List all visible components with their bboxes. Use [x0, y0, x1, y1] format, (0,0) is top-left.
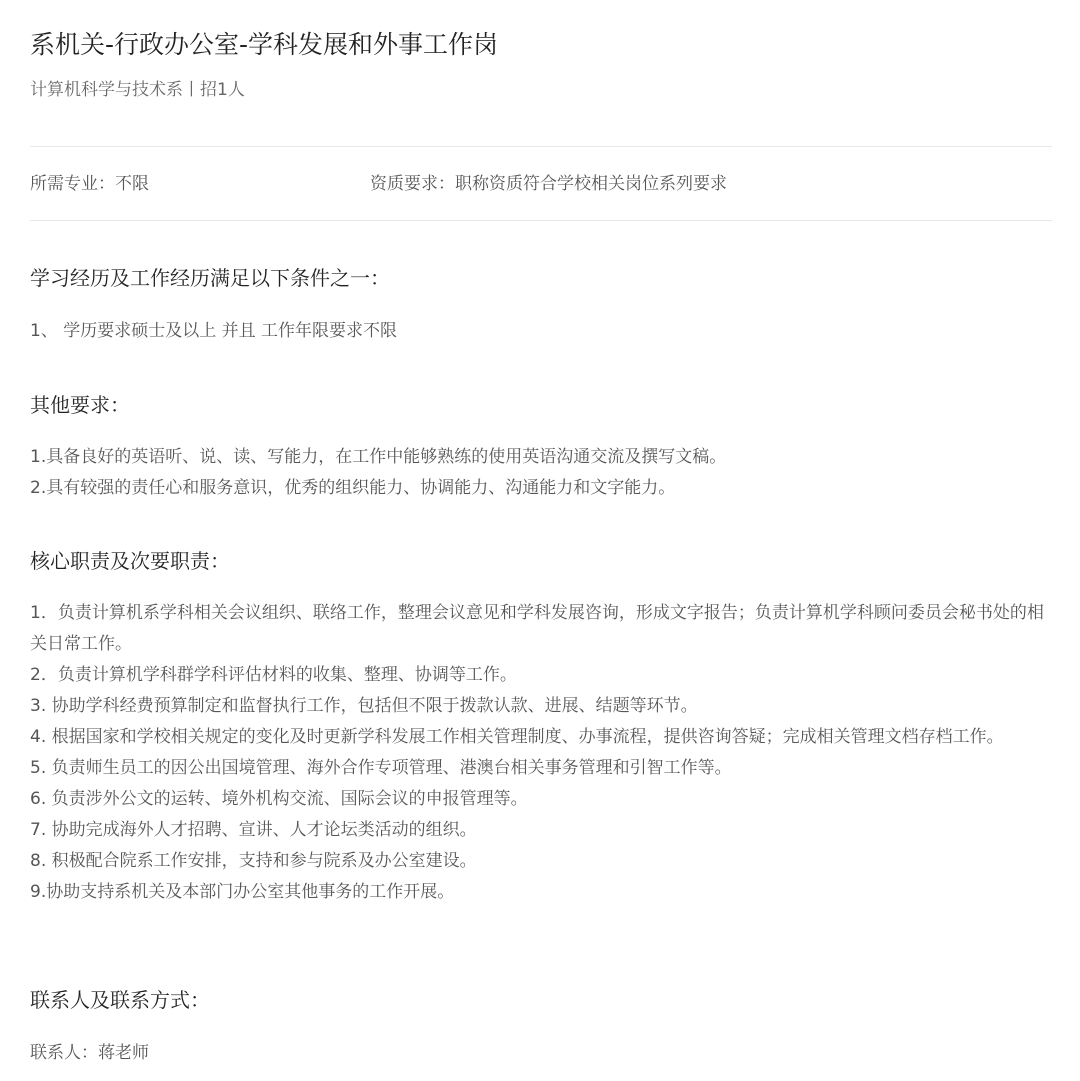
other-requirements-heading: 其他要求： — [30, 393, 130, 417]
other-requirement-item: 1.具备良好的英语听、说、读、写能力，在工作中能够熟练的使用英语沟通交流及撰写文稿。 — [30, 447, 727, 467]
other-requirements-list — [30, 442, 1052, 504]
duty-item: 2．负责计算机学科群学科评估材料的收集、整理、协调等工作。 — [30, 665, 517, 685]
requirements-row — [30, 172, 1052, 196]
divider — [30, 220, 1052, 221]
contact-list — [30, 1038, 1052, 1069]
job-title: 系机关-行政办公室-学科发展和外事工作岗 — [30, 30, 499, 59]
duty-item: 8. 积极配合院系工作安排，支持和参与院系及办公室建设。 — [30, 851, 477, 871]
duty-item: 5. 负责师生员工的因公出国境管理、海外合作专项管理、港澳台相关事务管理和引智工作等。 — [30, 758, 732, 778]
qualification-requirement: 资质要求：职称资质符合学校相关岗位系列要求 — [370, 174, 727, 194]
duty-item: 9.协助支持系机关及本部门办公室其他事务的工作开展。 — [30, 882, 455, 902]
duties-heading: 核心职责及次要职责： — [30, 549, 230, 573]
education-item: 1、 学历要求硕士及以上 并且 工作年限要求不限 — [30, 321, 398, 341]
divider — [30, 146, 1052, 147]
duty-item: 3. 协助学科经费预算制定和监督执行工作，包括但不限于拨款认款、进展、结题等环节。 — [30, 696, 698, 716]
required-major: 所需专业：不限 — [30, 174, 149, 194]
duty-item: 4. 根据国家和学校相关规定的变化及时更新学科发展工作相关管理制度、办事流程，提供咨询答疑；完成相关管理文档存档工作。 — [30, 727, 1004, 747]
job-subtitle: 计算机科学与技术系丨招1人 — [30, 80, 245, 100]
other-requirement-item: 2.具有较强的责任心和服务意识，优秀的组织能力、协调能力、沟通能力和文字能力。 — [30, 478, 676, 498]
duties-list — [30, 598, 1052, 908]
education-list — [30, 316, 1052, 347]
contact-person: 联系人：蒋老师 — [30, 1043, 149, 1063]
education-heading: 学习经历及工作经历满足以下条件之一： — [30, 266, 390, 290]
duty-item: 6. 负责涉外公文的运转、境外机构交流、国际会议的申报管理等。 — [30, 789, 528, 809]
duty-item: 1．负责计算机系学科相关会议组织、联络工作，整理会议意见和学科发展咨询，形成文字报告；负责计算机学科顾问委员会秘书处的相关日常工作。 — [30, 603, 1044, 654]
contact-heading: 联系人及联系方式： — [30, 988, 210, 1012]
duty-item: 7. 协助完成海外人才招聘、宣讲、人才论坛类活动的组织。 — [30, 820, 477, 840]
